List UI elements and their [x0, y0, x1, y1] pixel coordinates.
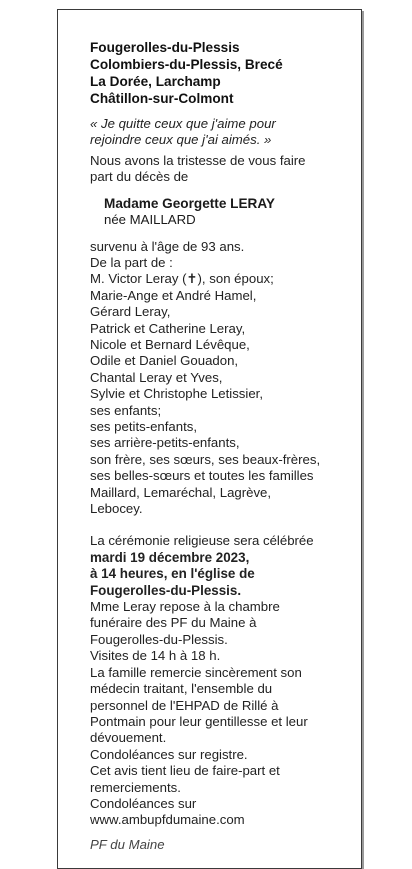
detail-line: dévouement. [90, 730, 167, 746]
ceremony-intro: La cérémonie religieuse sera célébrée [90, 533, 314, 549]
ceremony-block [90, 533, 330, 599]
detail-line: Condoléances sur [90, 795, 197, 811]
location-line: La Dorée, Larchamp [90, 74, 221, 89]
detail-line: Fougerolles-du-Plessis. [90, 631, 228, 647]
detail-line: funéraire des PF du Maine à [90, 615, 257, 631]
epitaph-quote [90, 116, 330, 149]
family-line: Gérard Leray, [90, 304, 171, 320]
notice-content [90, 39, 330, 853]
family-line: Marie-Ange et André Hamel, [90, 287, 257, 303]
deceased-block [104, 196, 330, 229]
family-line: Maillard, Lemaréchal, Lagrève, [90, 484, 272, 500]
family-list [90, 239, 330, 518]
family-line: Patrick et Catherine Leray, [90, 320, 246, 336]
obituary-notice [57, 9, 362, 869]
family-line: ses enfants; [90, 402, 162, 418]
detail-line: Pontmain pour leur gentillesse et leur [90, 713, 308, 729]
detail-line: Mme Leray repose à la chambre [90, 599, 280, 615]
ceremony-date: mardi 19 décembre 2023, [90, 549, 250, 565]
family-line: survenu à l'âge de 93 ans. [90, 238, 245, 254]
funeral-home-signature: PF du Maine [90, 836, 165, 852]
family-line: Lebocey. [90, 501, 143, 517]
location-line: Châtillon-sur-Colmont [90, 91, 234, 106]
quote-line: rejoindre ceux que j'ai aimés. » [90, 132, 272, 148]
detail-line: Condoléances sur registre. [90, 746, 248, 762]
family-line: Odile et Daniel Gouadon, [90, 353, 239, 369]
family-line: ses petits-enfants, [90, 419, 198, 434]
family-line: ses belles-sœurs et toutes les familles [90, 468, 314, 484]
maiden-name: née MAILLARD [104, 212, 196, 228]
detail-line: Visites de 14 h à 18 h. [90, 648, 221, 664]
family-line: De la part de : [90, 254, 173, 270]
location-line: Fougerolles-du-Plessis [90, 40, 240, 55]
detail-line: remerciements. [90, 779, 181, 795]
detail-line: médecin traitant, l'ensemble du [90, 681, 273, 697]
detail-line: www.ambupfdumaine.com [90, 812, 245, 828]
deceased-name: Madame Georgette LERAY [104, 195, 275, 211]
family-line: Sylvie et Christophe Letissier, [90, 386, 263, 402]
detail-line: Cet avis tient lieu de faire-part et [90, 763, 280, 779]
family-line: Chantal Leray et Yves, [90, 369, 223, 385]
intro-line: Nous avons la tristesse de vous faire [90, 152, 306, 168]
location-heading [90, 39, 330, 107]
family-line: M. Victor Leray (✝), son époux; [90, 271, 274, 287]
ceremony-time-place: à 14 heures, en l'église de [90, 566, 255, 582]
intro-line: part du décès de [90, 169, 189, 185]
detail-line: La famille remercie sincèrement son [90, 664, 302, 680]
details-block [90, 599, 330, 829]
announcement-intro [90, 153, 330, 186]
family-line: Nicole et Bernard Lévêque, [90, 336, 250, 352]
quote-line: « Je quitte ceux que j'aime pour [90, 116, 276, 131]
family-line: son frère, ses sœurs, ses beaux-frères, [90, 451, 321, 467]
ceremony-town: Fougerolles-du-Plessis. [90, 582, 242, 598]
location-line: Colombiers-du-Plessis, Brecé [90, 57, 283, 72]
detail-line: personnel de l'EHPAD de Rillé à [90, 697, 279, 713]
family-line: ses arrière-petits-enfants, [90, 435, 240, 451]
